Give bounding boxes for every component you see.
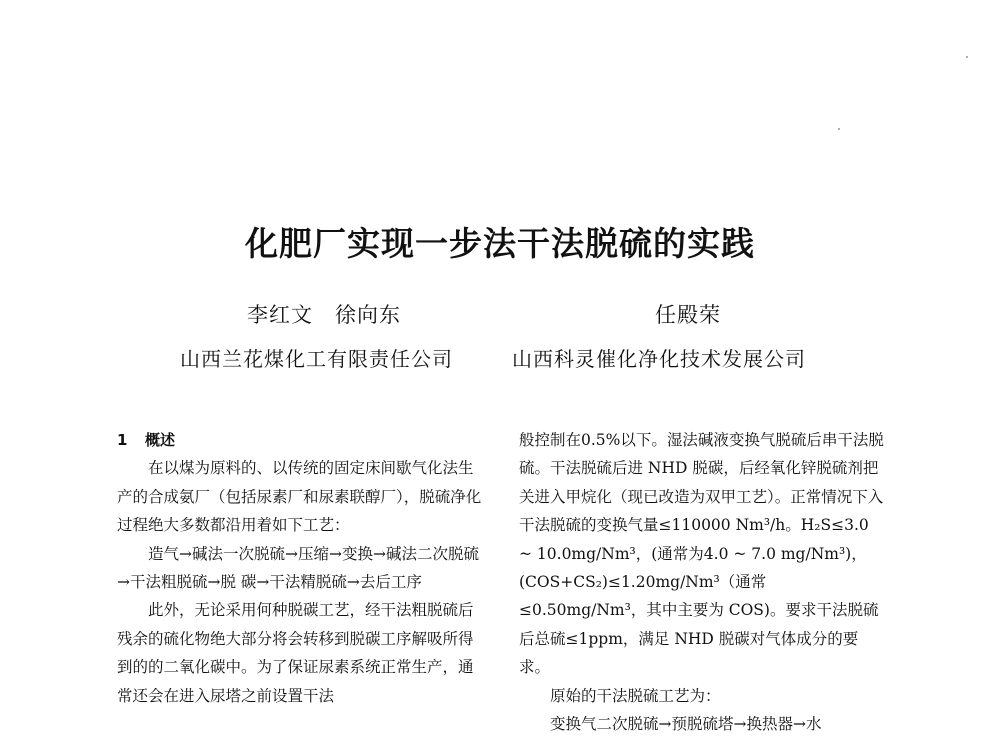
scan-speck — [838, 128, 840, 130]
left-paragraph-3: 此外，无论采用何种脱碳工艺，经干法粗脱硫后残余的硫化物绝大部分将会转移到脱碳工序解吸所得到的的二氧化碳中。为了保证尿素系统正常生产，通常还会在进入尿塔之前设置干法 — [117, 601, 474, 705]
right-paragraph-1: 般控制在0.5%以下。湿法碱液变换气脱硫后串干法脱硫。干法脱硫后进 NHD 脱碳，后经氧化锌脱硫剂把关进入甲烷化（现已改造为双甲工艺）。正常情况下入干法脱硫的变换气量≤110000 Nm³/h。H₂S≤3.0 ~ 10.0mg/Nm³，(通常为4.0 ~ 7.0 mg/Nm³)，(COS+CS₂)≤1.20mg/Nm³（通常≤0.50mg/Nm³，其中主要为 COS)。要求干法脱硫后总硫≤1ppm，满足 NHD 脱碳对气体成分的要求。 — [519, 431, 884, 677]
authors-right: 任殿荣 — [655, 303, 721, 327]
left-paragraph-1: 在以煤为原料的、以传统的固定床间歇气化法生产的合成氨厂（包括尿素厂和尿素联醇厂），脱硫净化过程绝大多数都沿用着如下工艺： — [117, 459, 482, 535]
section-title: 概述 — [145, 431, 176, 449]
paper-title: 化肥厂实现一步法干法脱硫的实践 — [245, 224, 755, 263]
section-heading — [117, 426, 483, 454]
left-paragraph-2: 造气→碱法一次脱硫→压缩→变换→碱法二次脱硫→干法粗脱硫→脱 碳→干法精脱硫→去后工序 — [117, 544, 479, 592]
right-paragraph-2: 原始的干法脱硫工艺为： — [550, 686, 721, 705]
section-number: 1 — [117, 431, 128, 449]
affiliation-left: 山西兰花煤化工有限责任公司 — [180, 347, 453, 371]
scan-speck — [966, 56, 968, 58]
left-column — [117, 426, 483, 710]
right-column — [519, 426, 885, 738]
right-paragraph-3: 变换气二次脱硫→预脱硫塔→换热器→水 — [550, 715, 822, 734]
affiliation-right: 山西科灵催化净化技术发展公司 — [512, 347, 806, 371]
authors-left: 李红文 徐向东 — [247, 303, 401, 327]
